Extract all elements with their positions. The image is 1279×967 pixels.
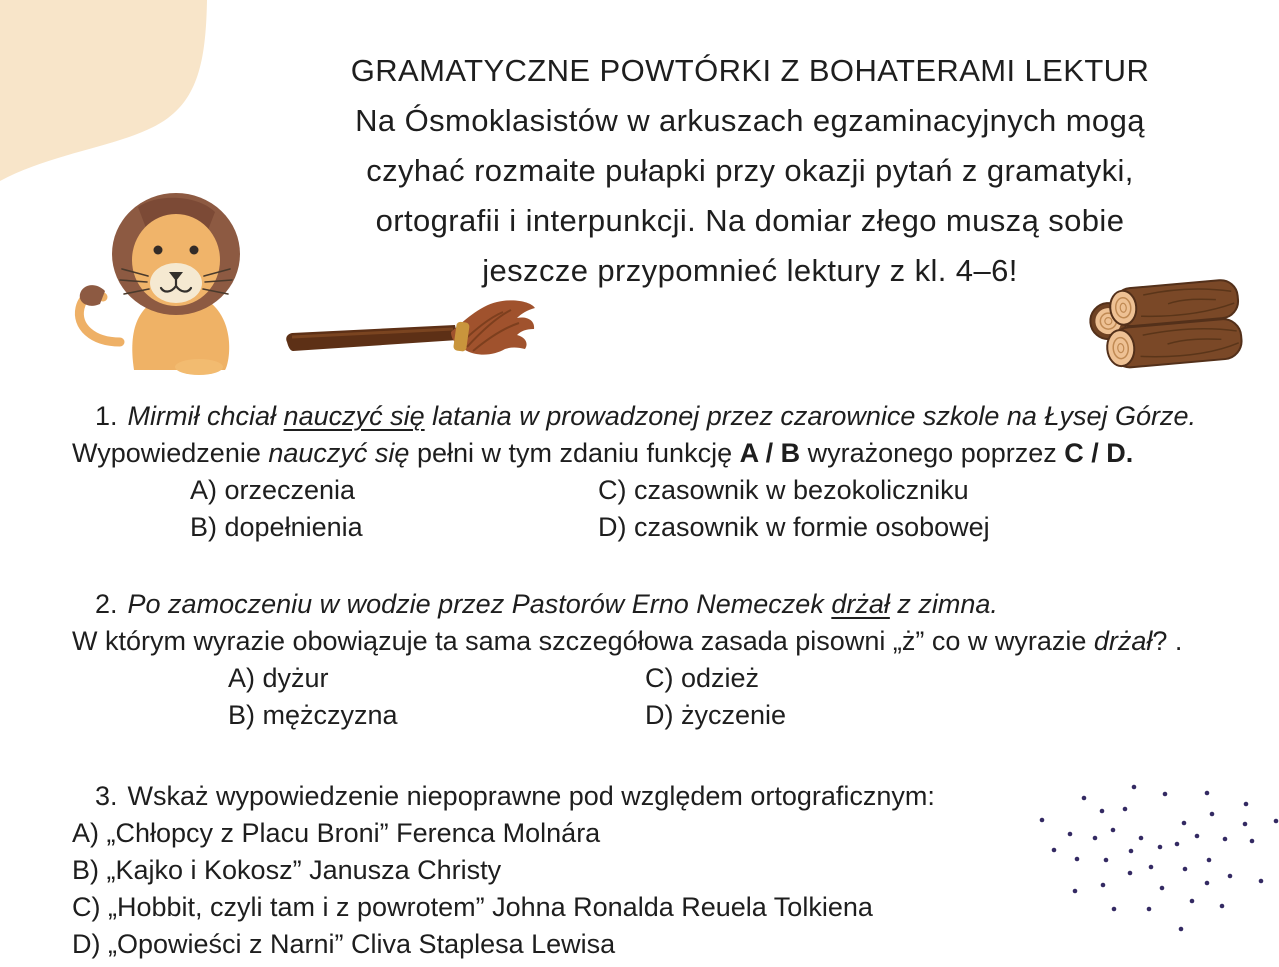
question-1-option-a: A) orzeczenia bbox=[190, 475, 356, 505]
broom-illustration bbox=[283, 296, 543, 376]
question-2-option-a: A) dyżur bbox=[228, 663, 329, 693]
question-1-number: 1. bbox=[95, 401, 118, 431]
question-1-option-d: D) czasownik w formie osobowej bbox=[598, 512, 990, 542]
question-1-prompt: Wypowiedzenie nauczyć się pełni w tym zdaniu funkcję A / B wyrażonego poprzez C / D. bbox=[72, 438, 1134, 468]
question-2-option-b: B) mężczyzna bbox=[228, 700, 398, 730]
question-2-options-row-2 bbox=[72, 697, 1218, 734]
intro-line-2: czyhać rozmaite pułapki przy okazji pytań z gramatyki, bbox=[366, 153, 1134, 188]
question-2-sentence: 2. Po zamoczeniu w wodzie przez Pastorów Erno Nemeczek drżał z zimna. bbox=[95, 589, 998, 619]
question-3-option-d: D) „Opowieści z Narni” Cliva Staplesa Lewisa bbox=[72, 929, 616, 959]
question-3-prompt: 3. Wskaż wypowiedzenie niepoprawne pod względem ortograficznym: bbox=[95, 781, 935, 811]
page-title: GRAMATYCZNE POWTÓRKI Z BOHATERAMI LEKTUR bbox=[350, 53, 1150, 88]
question-1-options-row-2 bbox=[72, 509, 1218, 546]
question-2 bbox=[72, 586, 1218, 734]
question-3-option-a: A) „Chłopcy z Placu Broni” Ferenca Molnára bbox=[72, 818, 601, 848]
question-2-option-c: C) odzież bbox=[645, 663, 760, 693]
question-2-options-row-1 bbox=[72, 660, 1218, 697]
underlined-phrase: nauczyć się bbox=[283, 401, 425, 431]
question-3-option-c: C) „Hobbit, czyli tam i z powrotem” Johna Ronalda Reuela Tolkiena bbox=[72, 892, 873, 922]
question-1-sentence: 1. Mirmił chciał nauczyć się latania w prowadzonej przez czarownice szkole na Łysej Górze. bbox=[95, 401, 1196, 431]
intro-line-1: Na Ósmoklasistów w arkuszach egzaminacyjnych mogą bbox=[355, 103, 1145, 138]
question-1-option-b: B) dopełnienia bbox=[190, 512, 363, 542]
intro-line-3: ortografii i interpunkcji. Na domiar złego muszą sobie bbox=[375, 203, 1125, 238]
question-1-options-row-1 bbox=[72, 472, 1218, 509]
lion-illustration bbox=[58, 190, 288, 378]
logs-illustration bbox=[1086, 258, 1248, 394]
question-3-option-b: B) „Kajko i Kokosz” Janusza Christy bbox=[72, 855, 502, 885]
intro-line-4: jeszcze przypomnieć lektury z kl. 4–6! bbox=[482, 253, 1018, 288]
question-2-option-d: D) życzenie bbox=[645, 700, 787, 730]
question-1 bbox=[72, 398, 1218, 546]
underlined-phrase: drżał bbox=[831, 589, 890, 619]
question-2-number: 2. bbox=[95, 589, 118, 619]
question-1-option-c: C) czasownik w bezokoliczniku bbox=[598, 475, 969, 505]
dots-decoration bbox=[1028, 778, 1279, 967]
corner-blob-decoration bbox=[0, 0, 212, 184]
question-3-number: 3. bbox=[95, 781, 118, 811]
question-2-prompt: W którym wyrazie obowiązuje ta sama szczegółowa zasada pisowni „ż” co w wyrazie drżał? . bbox=[72, 626, 1183, 656]
